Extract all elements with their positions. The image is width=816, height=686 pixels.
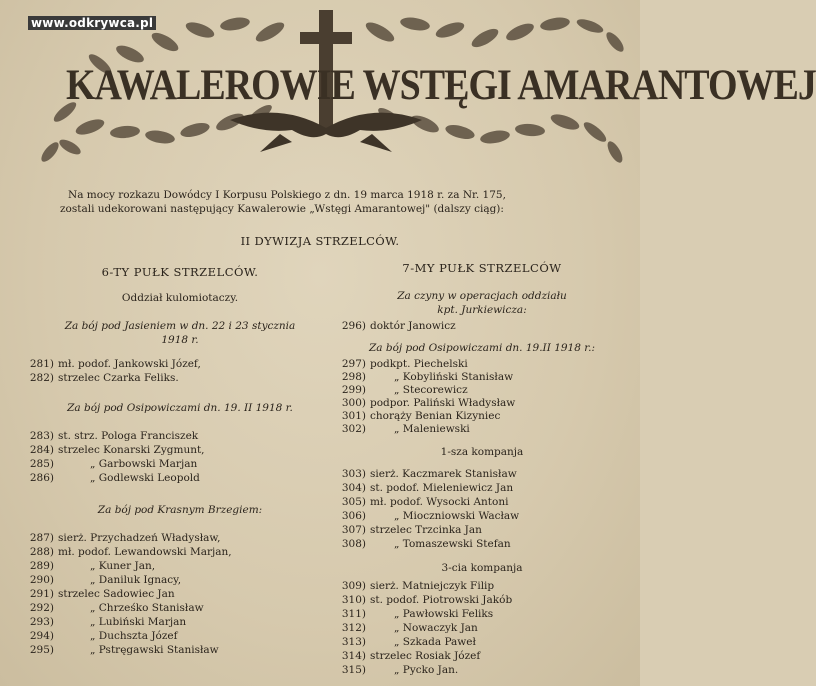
battle-heading: Za bój pod Osipowiczami dn. 19.II 1918 r.: xyxy=(369,342,595,354)
entry-text: chorąży Benian Kizyniec xyxy=(370,410,501,422)
entry-text: doktór Janowicz xyxy=(370,320,456,332)
entry-text: „ Kobyliński Stanisław xyxy=(394,371,514,383)
entry-text: „ Mioczniowski Wacław xyxy=(394,510,520,522)
entry-text: „ Stecorewicz xyxy=(394,384,468,396)
entry-number: 302) xyxy=(341,423,366,435)
entry-text: strzelec Czarka Feliks. xyxy=(58,372,179,384)
entry-text: „ Godlewski Leopold xyxy=(90,472,200,484)
entry-text: sierż. Matniejczyk Filip xyxy=(370,580,495,592)
entry-number: 299) xyxy=(341,384,366,396)
entry-text: strzelec Konarski Zygmunt, xyxy=(58,444,205,456)
entry-number: 300) xyxy=(341,397,366,409)
battle-heading: Za bój pod Osipowiczami dn. 19. II 1918 r. xyxy=(67,402,293,414)
entry-number: 286) xyxy=(29,472,54,484)
regiment-heading: 7-MY PUŁK STRZELCÓW xyxy=(402,261,562,275)
entry-number: 291) xyxy=(29,588,54,600)
intro-line: Na mocy rozkazu Dowódcy I Korpusu Polskiego z dn. 19 marca 1918 r. za Nr. 175, xyxy=(68,189,506,201)
entry-text: „ Tomaszewski Stefan xyxy=(394,538,511,550)
entry-number: 306) xyxy=(341,510,366,522)
entry-number: 285) xyxy=(29,458,54,470)
entry-text: st. podof. Piotrowski Jakób xyxy=(370,594,513,606)
entry-number: 314) xyxy=(341,650,366,662)
entry-text: podpor. Paliński Władysław xyxy=(370,397,516,409)
entry-text: „ Pycko Jan. xyxy=(394,664,459,676)
entry-text: „ Szkada Paweł xyxy=(394,636,476,648)
watermark: www.odkrywca.pl xyxy=(28,16,156,30)
company-heading: 3-cia kompanja xyxy=(441,562,523,574)
entry-number: 288) xyxy=(29,546,54,558)
entry-text: „ Pawłowski Feliks xyxy=(394,608,494,620)
entry-number: 296) xyxy=(341,320,366,332)
entry-text: mł. podof. Wysocki Antoni xyxy=(370,496,509,508)
entry-text: podkpt. Piechelski xyxy=(370,358,468,370)
entry-number: 311) xyxy=(341,608,366,620)
company-heading: 1-sza kompanja xyxy=(440,446,524,458)
entry-text: „ Chrześko Stanisław xyxy=(90,602,204,614)
entry-text: strzelec Sadowiec Jan xyxy=(58,588,175,600)
entry-text: „ Nowaczyk Jan xyxy=(394,622,478,634)
battle-heading: Za bój pod Krasnym Brzegiem: xyxy=(97,504,263,516)
entry-number: 305) xyxy=(341,496,366,508)
entry-text: mł. podof. Jankowski Józef, xyxy=(58,358,201,370)
entry-number: 282) xyxy=(29,372,54,384)
entry-number: 287) xyxy=(29,532,54,544)
entry-number: 304) xyxy=(341,482,366,494)
intro-line: zostali udekorowani następujący Kawalerowie „Wstęgi Amarantowej" (dalszy ciąg): xyxy=(60,203,504,215)
entry-number: 308) xyxy=(341,538,366,550)
entry-number: 315) xyxy=(341,664,366,676)
entry-text: „ Kuner Jan, xyxy=(90,560,156,572)
entry-text: „ Lubiński Marjan xyxy=(90,616,187,628)
regiment-heading: 6-TY PUŁK STRZELCÓW. xyxy=(101,265,259,279)
entry-number: 292) xyxy=(29,602,54,614)
entry-number: 290) xyxy=(29,574,54,586)
division-heading: II DYWIZJA STRZELCÓW. xyxy=(240,234,400,248)
entry-text: st. podof. Mieleniewicz Jan xyxy=(370,482,514,494)
battle-heading: Za bój pod Jasieniem w dn. 22 i 23 stycznia xyxy=(64,320,296,332)
entry-text: „ Daniluk Ignacy, xyxy=(90,574,182,586)
battle-heading: 1918 r. xyxy=(161,334,199,346)
entry-number: 298) xyxy=(341,371,366,383)
intro-paragraph xyxy=(60,188,628,216)
entry-number: 313) xyxy=(341,636,366,648)
entry-number: 295) xyxy=(29,644,54,656)
entry-number: 301) xyxy=(341,410,366,422)
entry-number: 307) xyxy=(341,524,366,536)
page-title: KAWALEROWIE WSTĘGI AMARANTOWEJ xyxy=(66,61,816,110)
entry-text: „ Garbowski Marjan xyxy=(90,458,198,470)
entry-text: strzelec Trzcinka Jan xyxy=(370,524,482,536)
entry-number: 309) xyxy=(341,580,366,592)
entry-text: st. strz. Pologa Franciszek xyxy=(58,430,199,442)
entry-number: 294) xyxy=(29,630,54,642)
entry-number: 310) xyxy=(341,594,366,606)
entry-text: „ Pstręgawski Stanisław xyxy=(90,644,219,656)
entry-text: mł. podof. Lewandowski Marjan, xyxy=(58,546,232,558)
entry-text: sierż. Przychadzeń Władysław, xyxy=(58,532,221,544)
entry-number: 297) xyxy=(341,358,366,370)
entry-number: 283) xyxy=(29,430,54,442)
section-heading: Za czyny w operacjach oddziału xyxy=(397,290,567,302)
entry-text: „ Maleniewski xyxy=(394,423,470,435)
entry-text: sierż. Kaczmarek Stanisław xyxy=(370,468,517,480)
entry-text: strzelec Rosiak Józef xyxy=(370,650,481,662)
entry-number: 281) xyxy=(29,358,54,370)
entry-number: 303) xyxy=(341,468,366,480)
entry-number: 289) xyxy=(29,560,54,572)
entry-number: 312) xyxy=(341,622,366,634)
entry-text: „ Duchszta Józef xyxy=(90,630,178,642)
unit-heading: Oddział kulomiotaczy. xyxy=(121,292,239,304)
decorative-header xyxy=(30,2,816,162)
entry-number: 293) xyxy=(29,616,54,628)
section-heading: kpt. Jurkiewicza: xyxy=(437,304,527,316)
entry-number: 284) xyxy=(29,444,54,456)
